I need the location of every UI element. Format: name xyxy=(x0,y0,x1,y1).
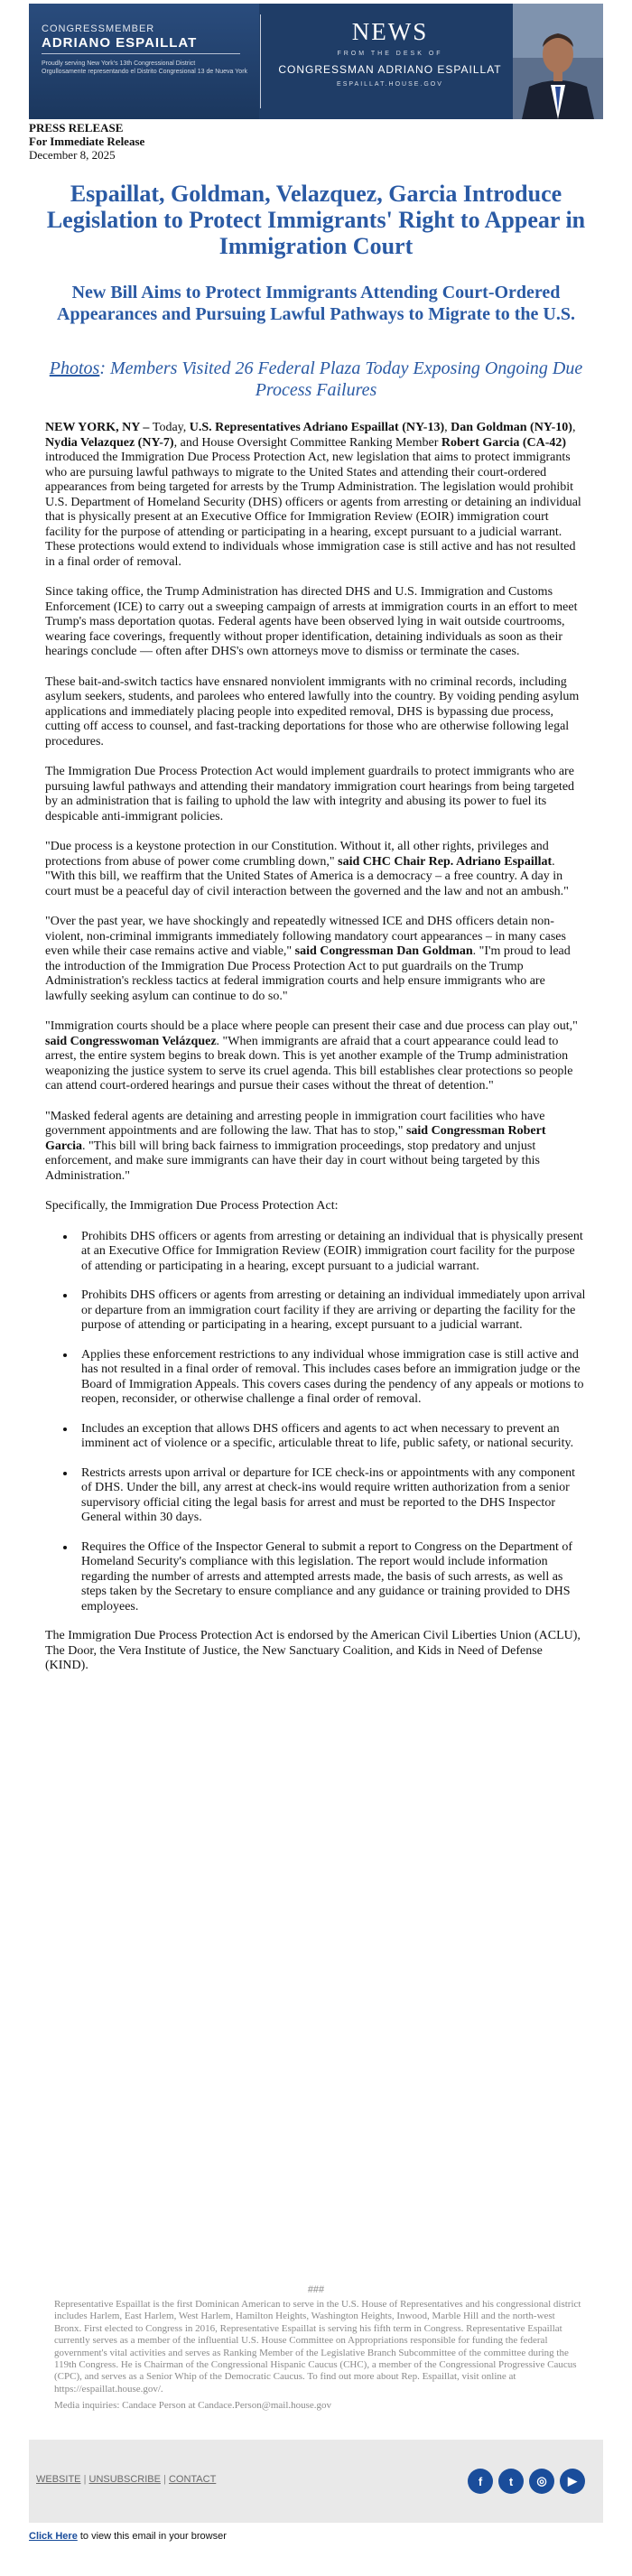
website-link[interactable]: WEBSITE xyxy=(36,2474,81,2485)
photos-caption-text: : Members Visited 26 Federal Plaza Today Exposing Ongoing Due Process Failures xyxy=(99,358,583,400)
quote-attribution: said Congressman Dan Goldman xyxy=(294,944,473,958)
end-separator: ### xyxy=(307,2284,325,2295)
list-item: • Prohibits DHS officers or agents from arresting or detaining an individual immediately upon arrival or departure from an immigration court facility if they are arriving or departing the facility for the purpose of attending or participating in a hearing, except pursuant to a judicial warrant. xyxy=(76,1288,587,1334)
provisions-list xyxy=(76,1230,587,1615)
intro-text: introduced the Immigration Due Process Protection Act, new legislation that aims to protect immigrants who are pursuing lawful pathways to migrate to the United States and attending their court-ordered appearances from being targeted for arrests by the Trump Administration. The legislation would prohibit U.S. Department of Homeland Security (DHS) officers or agents from arresting or detaining an individual that is physically present at an Executive Office for Immigration Review (EOIR) immigration court facility for the purpose of attending or participating in a hearing, except pursuant to a judicial warrant. These protections would extend to individuals whose immigration case is still active and has not resulted in a final order of removal. xyxy=(45,451,581,569)
quote-garcia xyxy=(45,1110,587,1185)
office-name: CONGRESSMAN ADRIANO ESPAILLAT xyxy=(278,63,502,76)
list-item: • Includes an exception that allows DHS officers and agents to act when necessary to prevent an imminent act of violence or a specific, articulable threat to life, public safety, or national security. xyxy=(76,1422,587,1452)
banner-divider xyxy=(260,14,261,108)
quote-text: . "This bill will bring back fairness to immigration proceedings, stop predatory and unjust enforcement, and make sure immigrants can have their day in court without being targeted by this Administration." xyxy=(45,1139,540,1183)
paragraph-background: Since taking office, the Trump Administration has directed DHS and U.S. Immigration and Customs Enforcement (ICE) to carry out a sweeping campaign of arrests at immigration courts in an effort to meet Trump's mass deportation quotas. Federal agents have been observed lying in wait outside courtrooms, wearing face coverings, frequently without proper identification, detaining individuals as soon as their hearings conclude — often after DHS's own attorneys move to dismiss or terminate the cases. xyxy=(45,585,578,658)
article-body xyxy=(45,421,587,1689)
website-label: ESPAILLAT.HOUSE.GOV xyxy=(337,81,443,88)
youtube-icon[interactable]: ▶ xyxy=(560,2469,585,2494)
headline: Espaillat, Goldman, Velazquez, Garcia Introduce Legislation to Protect Immigrants' Right to Appear in Immigration Court xyxy=(46,181,586,259)
footer-bar xyxy=(29,2440,603,2523)
list-item: • Applies these enforcement restrictions to any individual whose immigration case is still active and has not resulted in a final order of removal. This includes cases before an immigration judge or the Board of Immigration Appeals. This covers cases during the pendency of any appeals or motions to reopen, reconsider, or otherwise challenge a final order of removal. xyxy=(76,1348,587,1408)
quote-text: "Masked federal agents are detaining and arresting people in immigration court facilities who have government appointments and are following the law. That has to stop," xyxy=(45,1109,545,1138)
footer-separator: | xyxy=(160,2474,169,2485)
quote-attribution: said CHC Chair Rep. Adriano Espaillat xyxy=(338,854,553,869)
intro-sep: , xyxy=(444,421,451,434)
quote-velazquez xyxy=(45,1019,587,1094)
media-inquiries: Media inquiries: Candace Person at Candace.Person@mail.house.gov xyxy=(54,2400,332,2411)
intro-text: , and House Oversight Committee Ranking Member xyxy=(173,435,441,450)
photos-caption xyxy=(36,358,596,401)
paragraph-endorsements: The Immigration Due Process Protection Act is endorsed by the American Civil Liberties Union (ACLU), The Door, the Vera Institute of Justice, the New Sanctuary Coalition, and Kids in Need of Defense (KIND). xyxy=(45,1629,581,1672)
rep-garcia: Robert Garcia (CA-42) xyxy=(441,435,567,450)
footer-links xyxy=(36,2474,216,2485)
twitter-icon[interactable]: t xyxy=(498,2469,524,2494)
boilerplate-bio: Representative Espaillat is the first Dominican American to serve in the U.S. House of Representatives and his congressional district includes Harlem, East Harlem, West Harlem, Hamilton Heights, Washington Heights, Inwood, Marble Hill and the north-west Bronx. First elected to Congress in 2016, Representative Espaillat is serving his fifth term in Congress. Representative Espaillat currently serves as a member of the influential U.S. House Committee on Appropriations responsible for funding the federal government's vital activities and serves as Ranking Member of the Legislative Branch Subcommittee of the committee during the 119th Congress. He is Chairman of the Congressional Hispanic Caucus (CHC), a member of the Congressional Progressive Caucus (CPC), and serves as a Senior Whip of the Democratic Caucus. To find out more about Rep. Espaillat, visit online at https://espaillat.house.gov/. xyxy=(54,2299,581,2395)
quote-text: "Immigration courts should be a place where people can present their case and due process can play out," xyxy=(45,1019,578,1033)
header-banner xyxy=(29,4,603,119)
unsubscribe-link[interactable]: UNSUBSCRIBE xyxy=(88,2474,161,2485)
intro-text: Today, xyxy=(152,421,190,434)
subheadline: New Bill Aims to Protect Immigrants Attending Court-Ordered Appearances and Pursuing Lawful Pathways to Migrate to the U.S. xyxy=(57,283,575,324)
quote-attribution: said Congresswoman Velázquez xyxy=(45,1034,217,1048)
dateline: NEW YORK, NY – xyxy=(45,421,153,434)
contact-link[interactable]: CONTACT xyxy=(168,2474,217,2485)
photos-link[interactable]: Photos xyxy=(49,358,100,378)
quote-attribution: said Congressman Robert Garcia xyxy=(45,1124,546,1153)
instagram-icon[interactable]: ◎ xyxy=(529,2469,554,2494)
list-intro: Specifically, the Immigration Due Process Protection Act: xyxy=(45,1199,339,1213)
rep-velazquez: Nydia Velazquez (NY-7) xyxy=(45,435,174,450)
congressmember-label: CONGRESSMEMBER xyxy=(42,23,155,34)
quote-text: . "I'm proud to lead the introduction of the Immigration Due Process Protection Act to put guardrails on the Trump Administration's reckless tactics at federal immigration courts and help ensure immigrants who are lawfully seeking asylum can continue to do so." xyxy=(45,944,571,1003)
banner-rule xyxy=(42,53,240,54)
quote-espaillat xyxy=(45,840,587,899)
paragraph-act-summary: The Immigration Due Process Protection Act would implement guardrails to protect immigrants who are pursuing lawful pathways and attending their mandatory immigration court hearings from being targeted by an administration that is failing to uphold the law with integrity and abusing its power to fuel its despicable anti-immigrant policies. xyxy=(45,765,575,823)
view-in-browser-text: to view this email in your browser xyxy=(77,2531,227,2542)
press-release-label: PRESS RELEASE xyxy=(29,121,124,135)
list-item: • Requires the Office of the Inspector General to submit a report to Congress on the Department of Homeland Security's compliance with this legislation. The report would include information regarding the number of arrests and attempted arrests made, the basis of such arrests, as well as steps taken by the Secretary to ensure compliance and any guidance or training provided to DHS employees. xyxy=(76,1540,587,1615)
rep-espaillat: U.S. Representatives Adriano Espaillat (NY-13) xyxy=(189,421,445,434)
quote-text: "Due process is a keystone protection in our Constitution. Without it, all other rights, privileges and protections from abuse of power come crumbling down," xyxy=(45,840,549,869)
list-item: • Restricts arrests upon arrival or departure for ICE check-ins or appointments with any component of DHS. Under the bill, any arrest at check-ins would require written authorization from a senior supervisory official citing the legal basis for arrest and must be reported to the DHS Inspector General within 30 days. xyxy=(76,1466,587,1526)
facebook-icon[interactable]: f xyxy=(468,2469,493,2494)
quote-text: . "When immigrants are afraid that a court appearance could lead to arrest, the entire system begins to break down. This is yet another example of the Trump administration weaponizing the justice system to serve its cruel agenda. This bill establishes clear protections so people can attend court-ordered hearings and pursue their cases without the threat of detention." xyxy=(45,1034,573,1093)
quote-goldman xyxy=(45,915,587,1004)
paragraph-intro xyxy=(45,421,587,570)
view-in-browser xyxy=(29,2531,227,2542)
tagline-english: Proudly serving New York's 13th Congressional District xyxy=(42,60,196,67)
release-date: December 8, 2025 xyxy=(29,148,116,162)
congressmember-name: ADRIANO ESPAILLAT xyxy=(42,35,198,51)
quote-text: "Over the past year, we have shockingly and repeatedly witnessed ICE and DHS officers detain non-violent, non-criminal immigrants immediately following mandatory court appearances – in many cases even while their case remains active and viable," xyxy=(45,915,566,958)
rep-goldman: Dan Goldman (NY-10) xyxy=(451,421,572,434)
list-item: • Prohibits DHS officers or agents from arresting or detaining an individual that is physically present at an Executive Office for Immigration Review (EOIR) immigration court facility for the purpose of attending or participating in a hearing, except pursuant to a judicial warrant. xyxy=(76,1230,587,1275)
social-links xyxy=(468,2469,585,2494)
footer-separator: | xyxy=(80,2474,89,2485)
quote-text: . "With this bill, we reaffirm that the United States of America is a democracy – a free country. A day in court must be a peaceful day of civil interaction between the governed and the law and not an ambush." xyxy=(45,854,569,898)
banner-tagline xyxy=(42,60,249,76)
tagline-spanish: Orgullosamente representando el Distrito Congresional 13 de Nueva York xyxy=(42,69,248,75)
intro-sep: , xyxy=(572,421,576,434)
congressman-portrait xyxy=(513,4,603,119)
news-title: NEWS xyxy=(351,18,429,45)
view-in-browser-link[interactable]: Click Here xyxy=(29,2531,78,2542)
paragraph-tactics: These bait-and-switch tactics have ensnared nonviolent immigrants with no criminal records, including asylum seekers, students, and parolees who entered lawfully into the country. By voiding pending asylum applications and immediately placing people into expedited removal, DHS is bypassing due process, cutting off access to counsel, and fast-tracking deportations for those who are otherwise following legal procedures. xyxy=(45,674,580,749)
immediate-release-label: For Immediate Release xyxy=(29,135,145,148)
from-desk-label: FROM THE DESK OF xyxy=(337,51,443,57)
